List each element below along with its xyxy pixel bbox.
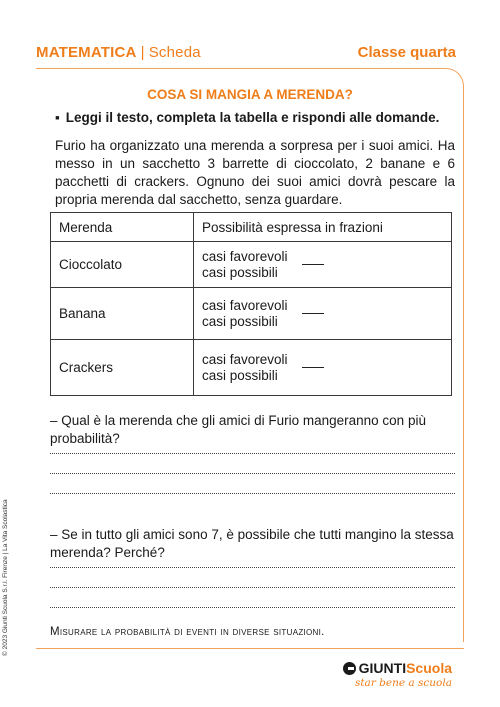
- instruction: [55, 110, 439, 125]
- bullet-icon: ▪: [55, 110, 60, 125]
- table-header-fraction: Possibilità espressa in frazioni: [194, 213, 452, 242]
- publisher-brand: [322, 660, 452, 689]
- probability-table: [50, 212, 452, 396]
- fraction-blank[interactable]: [302, 367, 324, 368]
- snack-cell: Crackers: [51, 340, 194, 396]
- giunti-g-icon: [343, 662, 356, 675]
- fraction-cell[interactable]: [194, 340, 452, 396]
- fraction-cell[interactable]: [194, 288, 452, 340]
- favorable-label: casi favorevoli: [202, 351, 288, 367]
- answer-line[interactable]: [50, 472, 455, 474]
- answer-line[interactable]: [50, 606, 455, 608]
- brand-name-part1: GIUNTI: [358, 660, 407, 676]
- answer-line[interactable]: [50, 566, 455, 568]
- table-row: [51, 340, 452, 396]
- learning-objective: Misurare la probabilità di eventi in diverse situazioni.: [50, 626, 325, 638]
- question-2: – Se in tutto gli amici sono 7, è possibile che tutti mangino la stessa merenda? Perché?: [50, 527, 454, 560]
- instruction-text: Leggi il testo, completa la tabella e rispondi alle domande.: [65, 110, 440, 125]
- answer-line[interactable]: [50, 492, 455, 494]
- question-1: – Qual è la merenda che gli amici di Furio mangeranno con più probabilità?: [50, 413, 426, 446]
- possible-label: casi possibili: [202, 264, 278, 280]
- brand-tagline: star bene a scuola: [354, 677, 452, 689]
- answer-line[interactable]: [50, 586, 455, 588]
- possible-label: casi possibili: [202, 367, 278, 383]
- fraction-blank[interactable]: [302, 313, 324, 314]
- subject-label: [36, 44, 201, 61]
- table-header-snack: Merenda: [51, 213, 194, 242]
- brand-logo: [322, 660, 452, 676]
- favorable-label: casi favorevoli: [202, 248, 288, 264]
- brand-name-part2: Scuola: [406, 660, 452, 676]
- subject-name: MATEMATICA: [36, 44, 137, 61]
- answer-line[interactable]: [50, 452, 455, 454]
- favorable-label: casi favorevoli: [202, 297, 288, 313]
- possible-label: casi possibili: [202, 313, 278, 329]
- header-separator: |: [140, 44, 145, 61]
- grade-label: Classe quarta: [357, 44, 456, 61]
- worksheet-title: COSA SI MANGIA A MERENDA?: [147, 87, 353, 102]
- snack-cell: Cioccolato: [51, 242, 194, 288]
- table-header-row: [51, 213, 452, 242]
- frame-bottom-line: [36, 648, 464, 649]
- worksheet-kind: Scheda: [148, 44, 201, 61]
- worksheet-header: [36, 44, 456, 64]
- copyright-note: © 2023 Giunti Scuola S.r.l. Firenze | La Vita Scolastica: [2, 499, 9, 656]
- fraction-cell[interactable]: [194, 242, 452, 288]
- table-row: [51, 242, 452, 288]
- table-row: [51, 288, 452, 340]
- fraction-blank[interactable]: [302, 264, 324, 265]
- story-text: Furio ha organizzato una merenda a sorpresa per i suoi amici. Ha messo in un sacchetto 3 barrette di cioccolato, 2 banane e 6 pacchetti di crackers. Ognuno dei suoi amici dovrà pescare la propria merenda dal sacchetto, senza guardare.: [55, 138, 455, 207]
- snack-cell: Banana: [51, 288, 194, 340]
